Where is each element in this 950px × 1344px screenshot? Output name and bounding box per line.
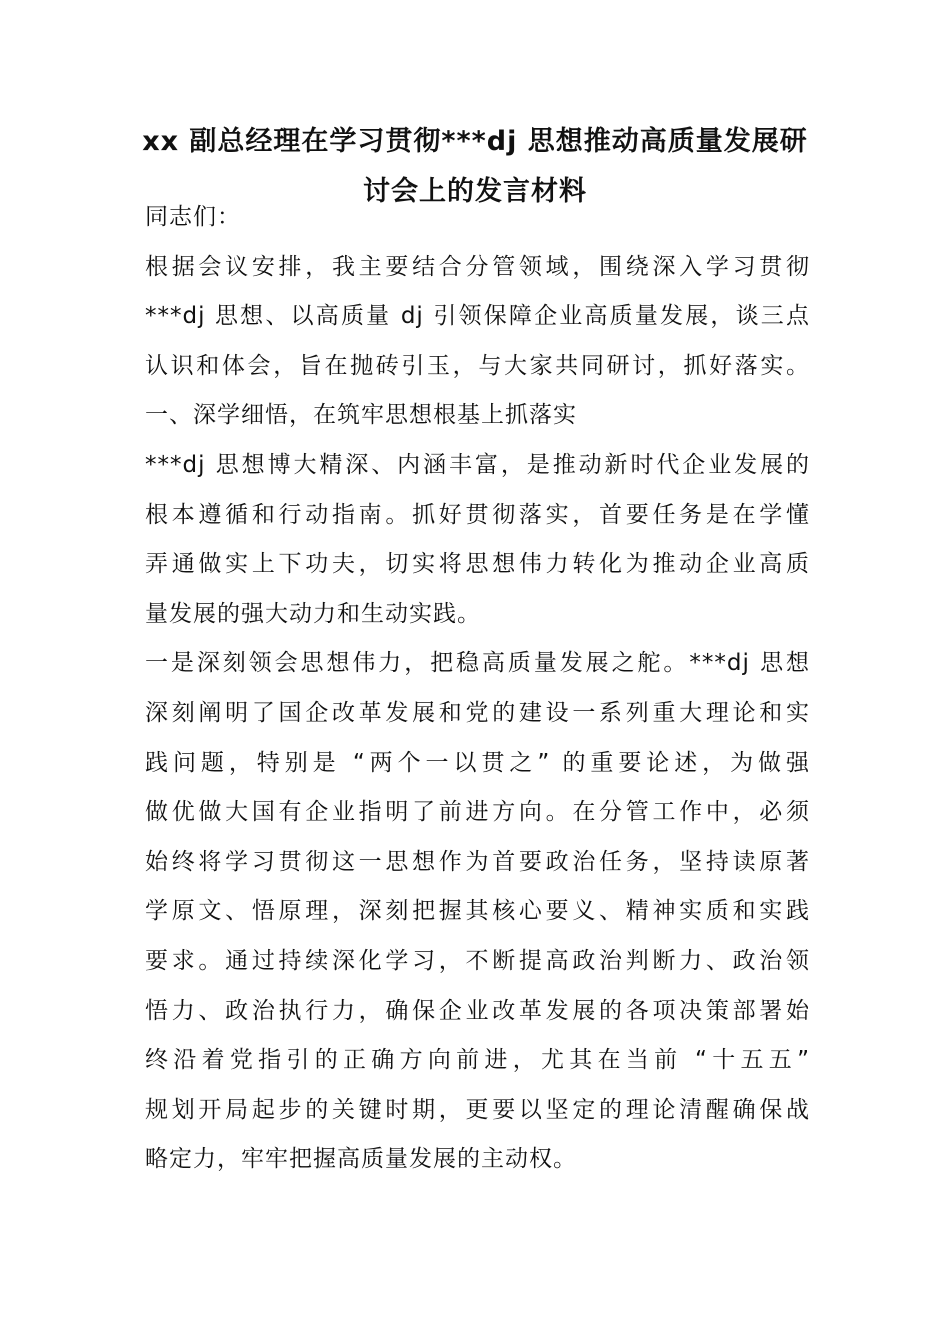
body-line: 终沿着党指引的正确方向前进，尤其在当前 “十五五” <box>145 1047 810 1074</box>
body-line: 深刻阐明了国企改革发展和党的建设一系列重大理论和实 <box>145 699 810 726</box>
body-line: 量发展的强大动力和生动实践。 <box>145 600 481 627</box>
body-line: ***dj 思想、以高质量 dj 引领保障企业高质量发展，谈三点 <box>145 303 810 330</box>
document-title-line-2: 讨会上的发言材料 <box>363 176 587 207</box>
body-line: 悟力、政治执行力，确保企业改革发展的各项决策部署始 <box>145 997 810 1024</box>
document-body <box>145 193 810 1185</box>
body-line: 认识和体会，旨在抛砖引玉，与大家共同研讨，抓好落实。 <box>145 352 810 379</box>
section-heading: 一、深学细悟，在筑牢思想根基上抓落实 <box>145 402 577 429</box>
body-line: ***dj 思想博大精深、内涵丰富，是推动新时代企业发展的 <box>145 451 810 478</box>
body-line: 规划开局起步的关键时期，更要以坚定的理论清醒确保战 <box>145 1096 810 1123</box>
body-line: 根据会议安排，我主要结合分管领域，围绕深入学习贯彻 <box>145 253 810 280</box>
body-line: 根本遵循和行动指南。抓好贯彻落实，首要任务是在学懂 <box>145 501 810 528</box>
salutation-line: 同志们： <box>145 204 241 230</box>
body-line: 略定力，牢牢把握高质量发展的主动权。 <box>145 1146 577 1173</box>
body-line: 弄通做实上下功夫，切实将思想伟力转化为推动企业高质 <box>145 551 810 578</box>
body-line: 始终将学习贯彻这一思想作为首要政治任务，坚持读原著 <box>145 848 810 875</box>
document-title-line-1: xx 副总经理在学习贯彻***dj 思想推动高质量发展研 <box>142 126 808 157</box>
body-line: 一是深刻领会思想伟力，把稳高质量发展之舵。***dj 思想 <box>145 650 810 677</box>
body-line: 学原文、悟原理，深刻把握其核心要义、精神实质和实践 <box>145 898 810 925</box>
body-line: 要求。通过持续深化学习，不断提高政治判断力、政治领 <box>145 947 810 974</box>
body-line: 做优做大国有企业指明了前进方向。在分管工作中，必须 <box>145 799 810 826</box>
body-line: 践问题，特别是 “两个一以贯之” 的重要论述，为做强 <box>145 749 810 776</box>
